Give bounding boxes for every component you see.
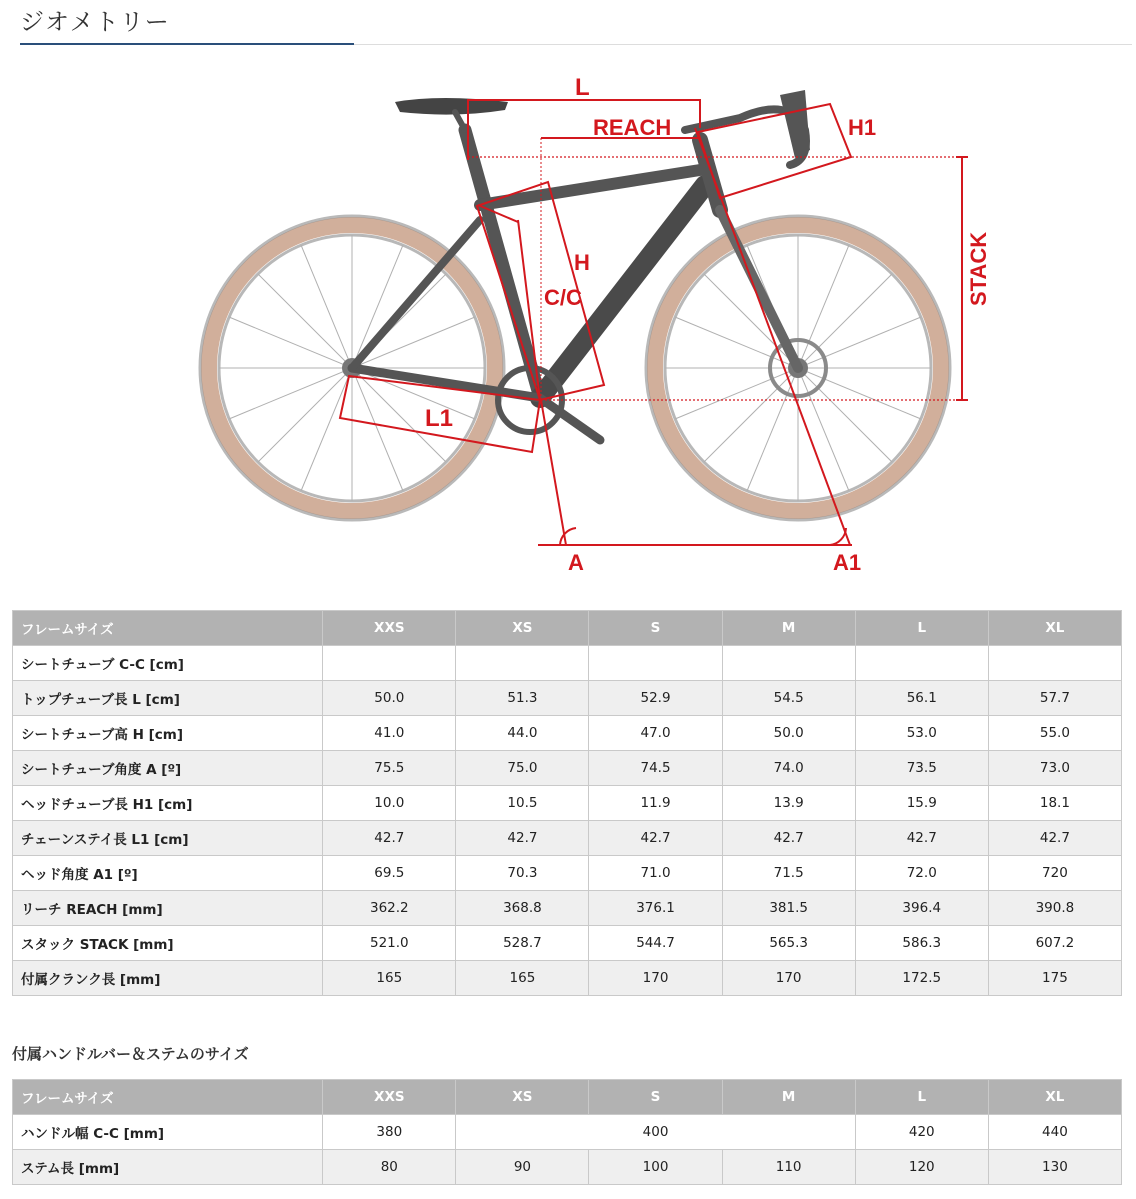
table-cell: 170: [722, 961, 855, 996]
table-cell: [589, 646, 722, 681]
row-label: ヘッドチューブ長 H1 [cm]: [13, 786, 323, 821]
header-frame-size: フレームサイズ: [13, 611, 323, 646]
diagram-label-a1: A1: [833, 550, 862, 575]
table-cell: 69.5: [323, 856, 456, 891]
header-size-xxs: XXS: [323, 611, 456, 646]
table-cell: 528.7: [456, 926, 589, 961]
table-cell: 57.7: [988, 681, 1121, 716]
table-row: [13, 891, 1122, 926]
table-cell: 170: [589, 961, 722, 996]
header-size-xl: XL: [988, 611, 1121, 646]
table-cell: 362.2: [323, 891, 456, 926]
table-cell: 47.0: [589, 716, 722, 751]
header-size-xl: XL: [988, 1080, 1121, 1115]
table-cell: [855, 646, 988, 681]
table-cell: [722, 646, 855, 681]
table-cell: 42.7: [456, 821, 589, 856]
header-size-xs: XS: [456, 611, 589, 646]
header-size-xs: XS: [456, 1080, 589, 1115]
table-row: [13, 926, 1122, 961]
table-cell: 368.8: [456, 891, 589, 926]
table-cell: 71.5: [722, 856, 855, 891]
header-size-s: S: [589, 1080, 722, 1115]
table-cell: 544.7: [589, 926, 722, 961]
table-row: [13, 821, 1122, 856]
row-label: ヘッド角度 A1 [º]: [13, 856, 323, 891]
table-cell: 72.0: [855, 856, 988, 891]
header-size-m: M: [722, 611, 855, 646]
table-cell: 165: [456, 961, 589, 996]
table-cell: 420: [855, 1115, 988, 1150]
page-title: ジオメトリー: [20, 8, 170, 36]
diagram-label-l: L: [575, 74, 590, 101]
row-label: スタック STACK [mm]: [13, 926, 323, 961]
table-cell: 165: [323, 961, 456, 996]
table-cell: 10.0: [323, 786, 456, 821]
row-label: シートチューブ高 H [cm]: [13, 716, 323, 751]
table-cell: 565.3: [722, 926, 855, 961]
table-cell: 172.5: [855, 961, 988, 996]
table-row: [13, 1115, 1122, 1150]
row-label: ステム長 [mm]: [13, 1150, 323, 1185]
table-cell: 54.5: [722, 681, 855, 716]
table-cell: 56.1: [855, 681, 988, 716]
row-label: トップチューブ長 L [cm]: [13, 681, 323, 716]
table-cell: 42.7: [722, 821, 855, 856]
table-cell: 130: [988, 1150, 1121, 1185]
table-cell: [988, 646, 1121, 681]
table-cell-merged: 400: [456, 1115, 855, 1150]
table-row: [13, 856, 1122, 891]
row-label: シートチューブ角度 A [º]: [13, 751, 323, 786]
table-cell: 120: [855, 1150, 988, 1185]
table-cell: 74.5: [589, 751, 722, 786]
header-size-xxs: XXS: [323, 1080, 456, 1115]
accessory-section-title: 付属ハンドルバー＆ステムのサイズ: [12, 1045, 249, 1063]
table-cell: 42.7: [988, 821, 1121, 856]
table-cell: 390.8: [988, 891, 1121, 926]
table-cell: [456, 646, 589, 681]
geometry-diagram: [195, 60, 995, 580]
table-cell: 381.5: [722, 891, 855, 926]
table-row: [13, 1150, 1122, 1185]
table-cell: 75.0: [456, 751, 589, 786]
table-cell: 11.9: [589, 786, 722, 821]
table-row: [13, 961, 1122, 996]
table-cell: 90: [456, 1150, 589, 1185]
row-label: ハンドル幅 C-C [mm]: [13, 1115, 323, 1150]
table-cell: 55.0: [988, 716, 1121, 751]
table-cell: 51.3: [456, 681, 589, 716]
table-header-row: [13, 1080, 1122, 1115]
table-cell: 42.7: [323, 821, 456, 856]
accessory-table: [12, 1079, 1122, 1185]
table-cell: 521.0: [323, 926, 456, 961]
header-size-m: M: [722, 1080, 855, 1115]
table-cell: 376.1: [589, 891, 722, 926]
row-label: リーチ REACH [mm]: [13, 891, 323, 926]
table-cell: 396.4: [855, 891, 988, 926]
row-label: 付属クランク長 [mm]: [13, 961, 323, 996]
table-cell: 607.2: [988, 926, 1121, 961]
table-row: [13, 646, 1122, 681]
row-label: チェーンステイ長 L1 [cm]: [13, 821, 323, 856]
table-cell: 586.3: [855, 926, 988, 961]
table-cell: 720: [988, 856, 1121, 891]
table-cell: 73.0: [988, 751, 1121, 786]
table-header-row: [13, 611, 1122, 646]
diagram-label-stack: STACK: [966, 231, 991, 306]
table-cell: 50.0: [323, 681, 456, 716]
table-cell: 110: [722, 1150, 855, 1185]
table-row: [13, 786, 1122, 821]
table-cell: 52.9: [589, 681, 722, 716]
table-cell: 44.0: [456, 716, 589, 751]
table-cell: 70.3: [456, 856, 589, 891]
table-cell: 100: [589, 1150, 722, 1185]
table-cell: 53.0: [855, 716, 988, 751]
header-size-l: L: [855, 1080, 988, 1115]
header-size-s: S: [589, 611, 722, 646]
diagram-label-h: H: [574, 250, 590, 275]
table-cell: 80: [323, 1150, 456, 1185]
table-cell: 75.5: [323, 751, 456, 786]
table-row: [13, 751, 1122, 786]
table-cell: 74.0: [722, 751, 855, 786]
table-row: [13, 681, 1122, 716]
table-cell: 10.5: [456, 786, 589, 821]
table-cell: 15.9: [855, 786, 988, 821]
header-size-l: L: [855, 611, 988, 646]
table-cell: 41.0: [323, 716, 456, 751]
diagram-label-cc: C/C: [544, 285, 582, 310]
table-cell: 71.0: [589, 856, 722, 891]
table-cell: 73.5: [855, 751, 988, 786]
table-cell: [323, 646, 456, 681]
table-cell: 42.7: [855, 821, 988, 856]
geometry-table: [12, 610, 1122, 996]
header-frame-size: フレームサイズ: [13, 1080, 323, 1115]
diagram-label-reach: REACH: [593, 115, 672, 140]
diagram-label-a: A: [568, 550, 584, 575]
table-cell: 440: [988, 1115, 1121, 1150]
diagram-label-l1: L1: [425, 405, 454, 432]
diagram-label-h1: H1: [848, 115, 877, 140]
table-cell: 18.1: [988, 786, 1121, 821]
row-label: シートチューブ C-C [cm]: [13, 646, 323, 681]
table-cell: 50.0: [722, 716, 855, 751]
table-cell: 42.7: [589, 821, 722, 856]
title-underline-accent: [20, 43, 354, 45]
table-row: [13, 716, 1122, 751]
table-cell: 175: [988, 961, 1121, 996]
table-cell: 13.9: [722, 786, 855, 821]
table-cell: 380: [323, 1115, 456, 1150]
